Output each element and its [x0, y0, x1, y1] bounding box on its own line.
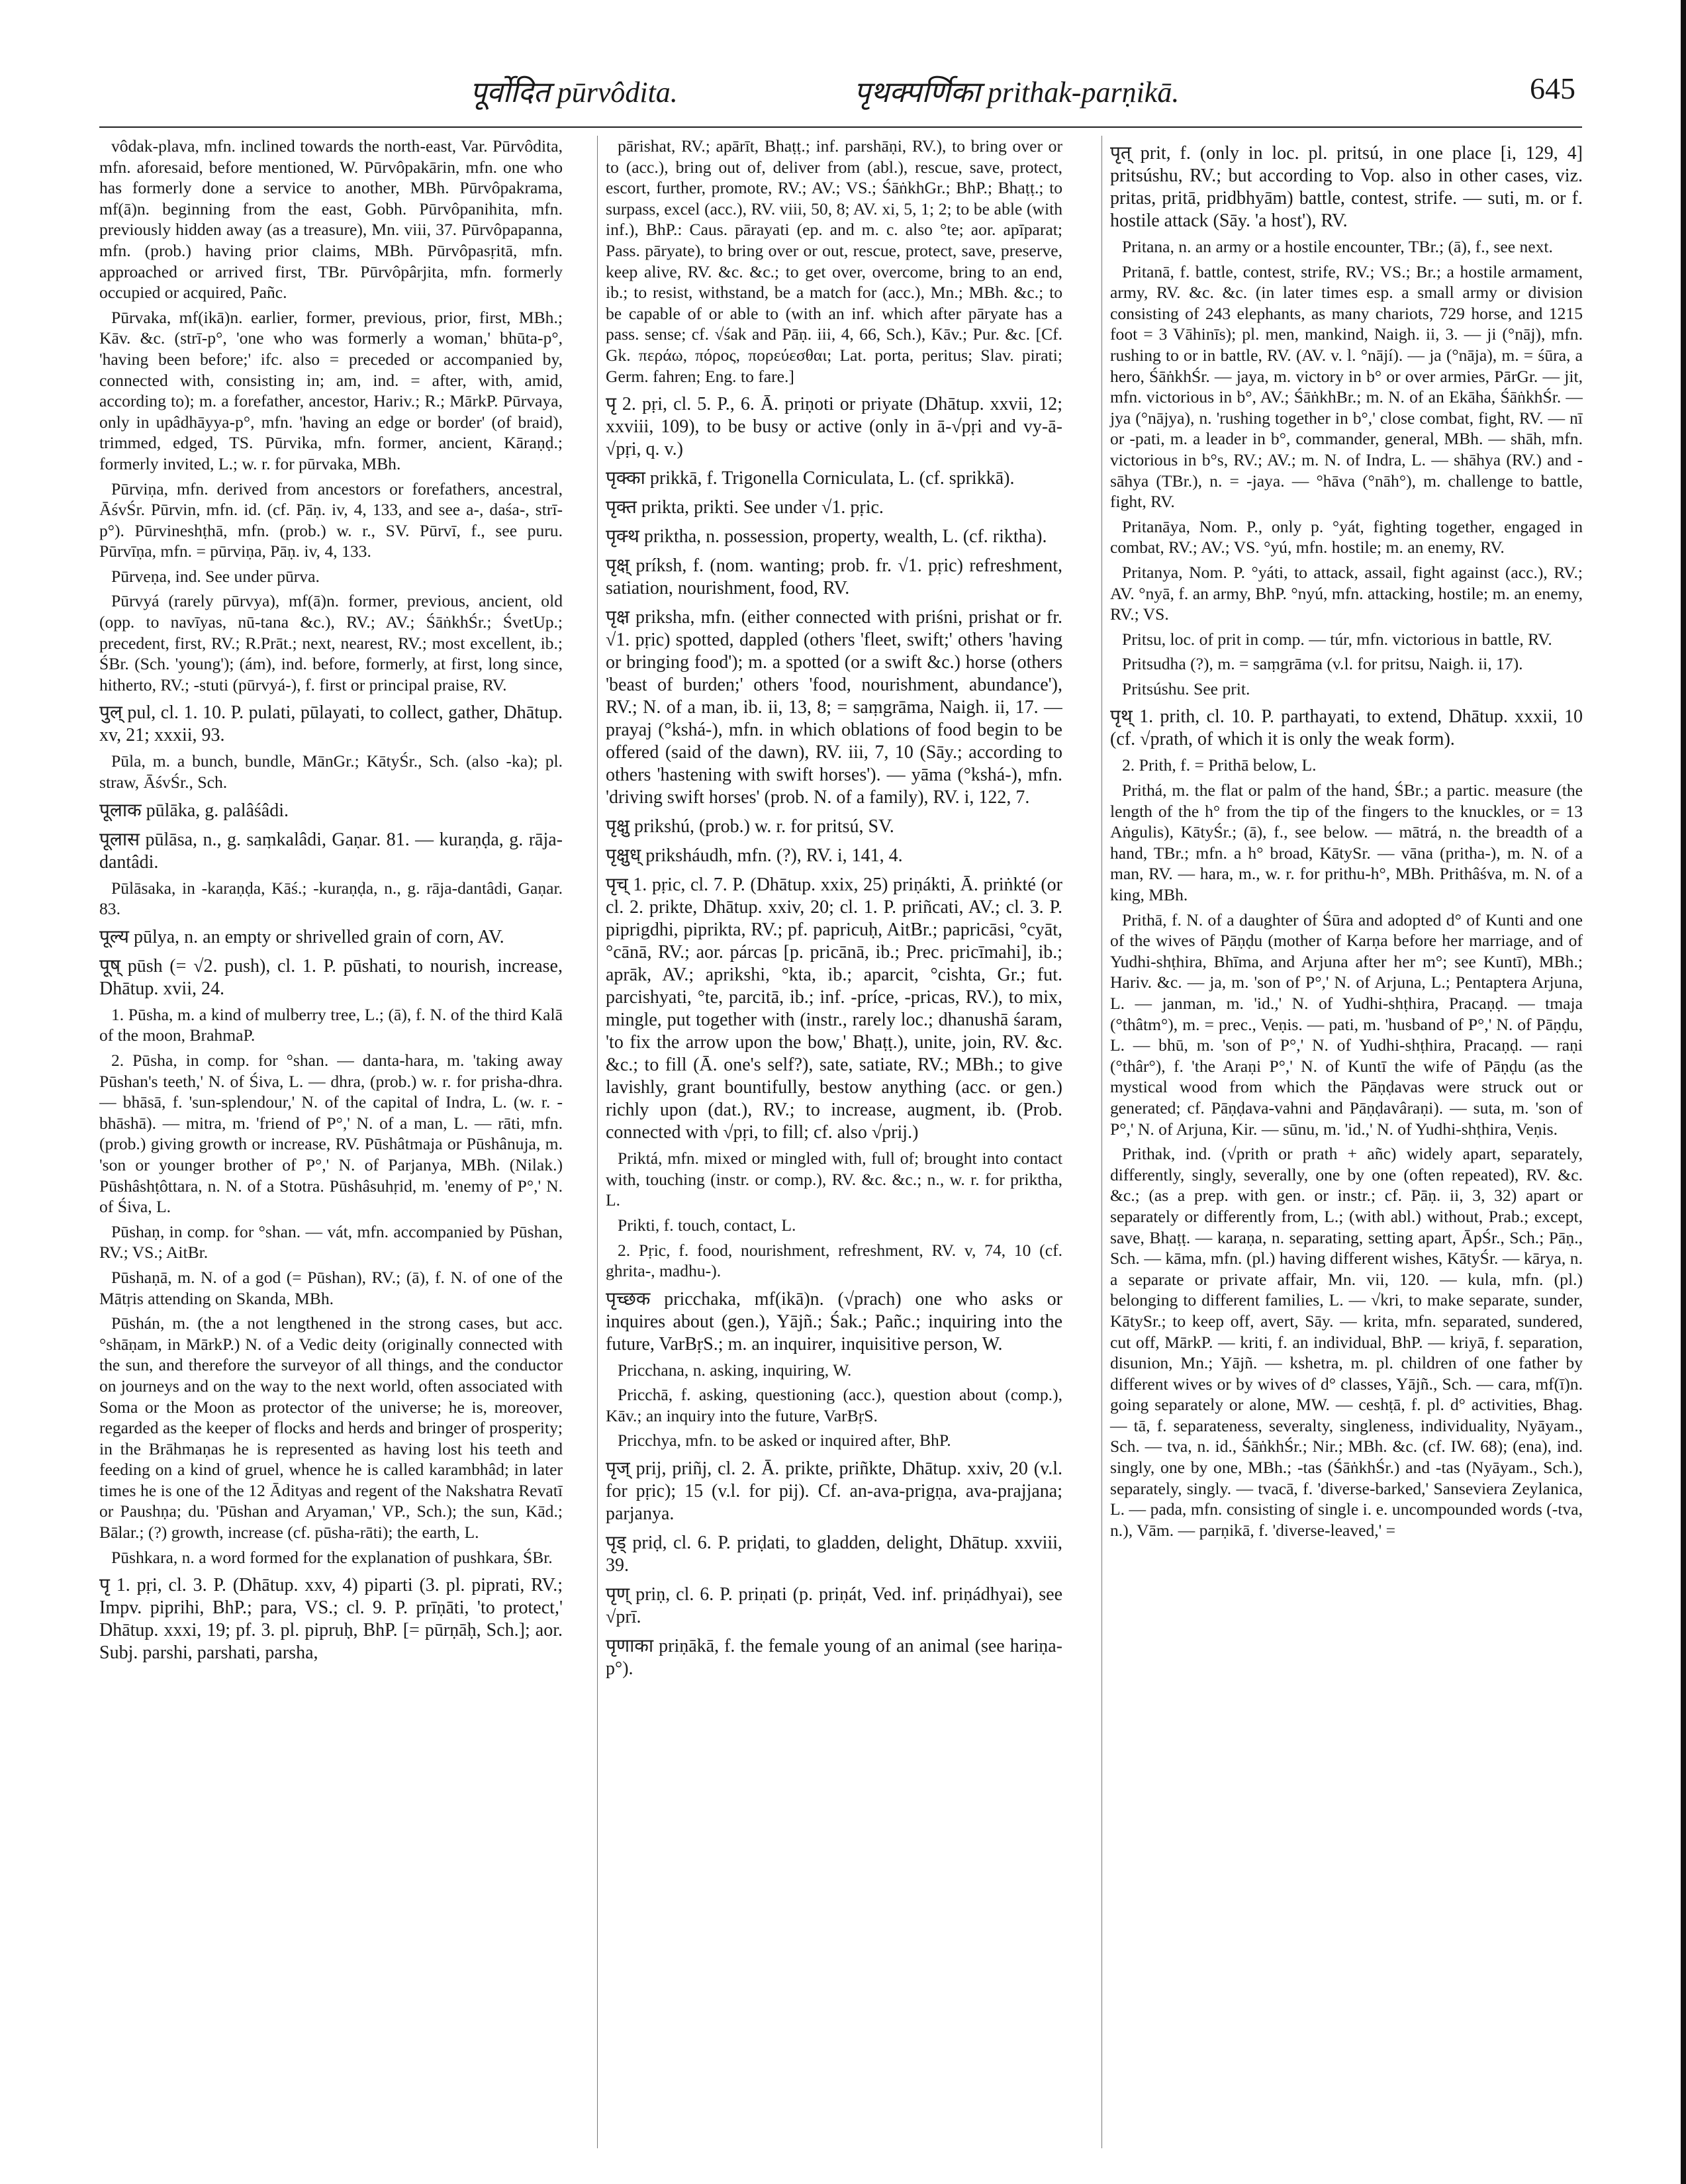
dictionary-entry: पुल् pul, cl. 1. 10. P. pulati, pūlayati, to collect, gather, Dhātup. xv, 21; xxxii, 93.	[99, 702, 563, 746]
column-3	[1101, 136, 1583, 2148]
dictionary-entry: पृथ् 1. prith, cl. 10. P. parthayati, to extend, Dhātup. xxxii, 10 (cf. √prath, of which it is only the weak form).	[1110, 706, 1583, 750]
header-middle-headword: पृथक्पर्णिका prithak-parṇikā.	[854, 76, 1180, 109]
dictionary-entry: पृच् 1. pṛic, cl. 7. P. (Dhātup. xxix, 25) priṇákti, Ā. priṅkté (or cl. 2. prikte, Dhātup. xxiv, 20; cl. 1. P. priñcati, AV.; cl. 3. P. piprigdhi, piprikta, RV.; pf. papricuḥ, AitBr.; papricāsi, °cyāt, °cānā, RV.; aor. párcas [p. pricānā, ib.; Prec. pricīmahi], ib.; aprāk, AV.; aprikshi, °kta, ib.; aparcit, °cishta, Gr.; fut. parcishyati, °te, parcitā, ib.; inf. -príce, -pricas, RV.), to mix, mingle, put together with (instr., rarely loc.; dhanushā śaram, 'to fix the arrow upon the bow,' Bhaṭṭ.), unite, join, RV. &c. &c.; to fill (Ā. one's self?), sate, satiate, RV.; MBh.; to give lavishly, grant bountifully, bestow anything (acc. or gen.) richly upon (dat.), RV.; to increase, augment, ib. (Prob. connected with √pṛi, to fill; cf. also √prij.)	[606, 875, 1062, 1143]
dictionary-entry: पूलास pūlāsa, n., g. saṃkalâdi, Gaṇar. 81. — kuraṇḍa, g. rāja-dantâdi.	[99, 829, 563, 873]
dictionary-entry: Pūshán, m. (the a not lengthened in the strong cases, but acc. °shāṇam, in MārkP.) N. of a Vedic deity (originally connected with the sun, and therefore the surveyor of all things, and the conductor on journeys and on the way to the next world, often associated with Soma or the Moon as protector of the universe; he is, moreover, regarded as the keeper of flocks and herds and bringer of prosperity; in the Brāhmaṇas he is represented as having lost his teeth and feeding on a kind of gruel, whence he is called karambhâd; in later times he is one of the 12 Ādityas and regent of the Nakshatra Revatī or Paushṇa; du. 'Pūshan and Aryaman,' VP., Sch.); the sun, Kād.; Bālar.; (?) growth, increase (cf. pūsha-rāti); the earth, L.	[99, 1313, 563, 1543]
dictionary-entry: Pūrvaka, mf(ikā)n. earlier, former, previous, prior, first, MBh.; Kāv. &c. (strī-p°, 'one who was formerly a woman,' bhūta-p°, 'having been before;' ifc. also = preceded or accompanied by, connected with, consisting in; am, ind. = after, with, amid, according to); m. a forefather, ancestor, Hariv.; R.; MārkP. Pūrvaya, only in upâdhāyya-p°, mfn. 'having an edge or border' (of braid), trimmed, edged, TS. Pūrvika, mfn. former, ancient, Kāraṇḍ.; formerly invited, L.; w. r. for pūrvaka, MBh.	[99, 307, 563, 473]
column-1	[99, 136, 563, 2148]
dictionary-entry: Pricchya, mfn. to be asked or inquired after, BhP.	[618, 1431, 951, 1450]
dictionary-entry: Pritsúshu. See prit.	[1122, 679, 1250, 698]
dictionary-entry: vôdak-plava, mfn. inclined towards the north-east, Var. Pūrvôdita, mfn. aforesaid, before mentioned, W. Pūrvôpakārin, mfn. one who has formerly done a service to another, MBh. Pūrvôpakrama, mf(ā)n. beginning from the east, Gobh. Pūrvôpanihita, mfn. previously hidden away (as a treasure), Mn. viii, 37. Pūrvôpapanna, mfn. (prob.) having prior claims, MBh. Pūrvôpasṛitā, mfn. approached or arrived first, TBr. Pūrvôpârjita, mfn. formerly occupied or acquired, Pañc.	[99, 136, 563, 303]
dictionary-entry: 1. Pūsha, m. a kind of mulberry tree, L.; (ā), f. N. of the third Kalā of the moon, BrahmaP.	[99, 1004, 563, 1045]
dictionary-entry: Pritsudha (?), m. = saṃgrāma (v.l. for pritsu, Naigh. ii, 17).	[1122, 654, 1523, 674]
page-header	[99, 71, 1582, 117]
dictionary-entry: Pūlāsaka, in -karaṇḍa, Kāś.; -kuraṇḍa, n., g. rāja-dantâdi, Gaṇar. 83.	[99, 878, 563, 919]
dictionary-entry: पृण् priṇ, cl. 6. P. priṇati (p. priṇát, Ved. inf. priṇádhyai), see √prī.	[606, 1584, 1062, 1628]
dictionary-entry: Pricchā, f. asking, questioning (acc.), question about (comp.), Kāv.; an inquiry into the future, VarBṛS.	[606, 1385, 1062, 1425]
dictionary-entry: Pritana, n. an army or a hostile encounter, TBr.; (ā), f., see next.	[1122, 237, 1553, 256]
dictionary-entry: Pūshaṇ, in comp. for °shan. — vát, mfn. accompanied by Pūshan, RV.; VS.; AitBr.	[99, 1221, 563, 1262]
dictionary-entry: Prithá, m. the flat or palm of the hand, ŚBr.; a partic. measure (the length of the h° from the tip of the fingers to the knuckles, or = 13 Aṅgulis), KātyŚr.; (ā), f., see below. — mātrá, n. the breadth of a hand, TBr.; mfn. a h° broad, KātySr. — vāna (pritha-), m. N. of a man, RV. — hara, m., w. r. for prithu-h°, MBh. Prithâśva, m. N. of a king, MBh.	[1110, 781, 1583, 905]
dictionary-entry: Pritanāya, Nom. P., only p. °yát, fighting together, engaged in combat, RV.; AV.; VS. °yú, mfn. hostile; m. an enemy, RV.	[1110, 516, 1583, 557]
dictionary-entry: 2. Prith, f. = Prithā below, L.	[1122, 755, 1317, 775]
dictionary-entry: Pritanā, f. battle, contest, strife, RV.; VS.; Br.; a hostile armament, army, RV. &c. &c. (in later times esp. a small army or division consisting of 243 elephants, as many chariots, 729 horse, and 1215 foot = 3 Vāhinīs); pl. men, mankind, Naigh. ii, 3. — ji (°nāj), mfn. rushing to or in battle, RV. (AV. v. l. °nājí). — ja (°nāja), m. = śūra, a hero, ŚāṅkhŚr. — jaya, m. victory in b° or over armies, PārGr. — jit, mfn. victorious in b°, AV.; ŚāṅkhBr.; m. N. of an Ekāha, ŚāṅkhŚr. — jya (°nājya), n. 'rushing together in b°,' close combat, fight, RV. — nī or -pati, m. a leader in b°, commander, general, MBh. — shāh, mfn. victorious in b°s, RV.; AV.; m. N. of Indra, L. — shāhya (RV.) and -sāhya (TBr.), n. = -jaya. — °hāva (°nāh°), m. challenge to battle, fight, RV.	[1110, 261, 1583, 512]
dictionary-entry: पृक्ष priksha, mfn. (either connected with priśni, prishat or fr. √1. pṛic) spotted, dappled (others 'fleet, swift;' others 'having or bringing food'); m. a spotted (or a swift &c.) horse (others 'beast of burden;' others 'food, nourishment, abundance'), RV.; N. of a man, ib. ii, 13, 8; = saṃgrāma, Naigh. ii, 17. — prayaj (°kshá-), mfn. in which oblations of food begin to be offered (said of the dawn), RV. iii, 7, 10 (Sāy.; according to others 'hastening with swift horses'). — yāma (°kshá-), mfn. 'driving swift horses' (prob. N. of a family), RV. i, 122, 7.	[606, 607, 1062, 808]
dictionary-entry: Pūrviṇa, mfn. derived from ancestors or forefathers, ancestral, ĀśvŚr. Pūrvin, mfn. id. (cf. Pāṇ. iv, 4, 133, and see a-, daśa-, strī-p°). Pūrvineshṭhā, mfn. (prob.) w. r., SV. Pūrvī, f., see puru. Pūrvīṇa, mfn. = pūrviṇa, Pāṇ. iv, 4, 133.	[99, 479, 563, 561]
dictionary-entry: Pūshaṇā, m. N. of a god (= Pūshan), RV.; (ā), f. N. of one of the Mātṛis attending on Skanda, MBh.	[99, 1267, 563, 1308]
column-2	[597, 136, 1062, 2148]
dictionary-entry: पृज् prij, priñj, cl. 2. Ā. prikte, priñkte, Dhātup. xxiv, 20 (v.l. for pṛic); 15 (v.l. for pij). Cf. an-ava-prigṇa, ava-prajjana; parjanya.	[606, 1458, 1062, 1525]
dictionary-entry: पृक्थ priktha, n. possession, property, wealth, L. (cf. riktha).	[606, 526, 1047, 547]
dictionary-entry: पृक्ष् príksh, f. (nom. wanting; prob. fr. √1. pṛic) refreshment, satiation, nourishment, food, RV.	[606, 555, 1062, 599]
page-edge-line	[1681, 0, 1686, 2184]
dictionary-entry: Pūla, m. a bunch, bundle, MānGr.; KātyŚr., Sch. (also -ka); pl. straw, ĀśvŚr., Sch.	[99, 751, 563, 792]
dictionary-entry: पृच्छक pricchaka, mf(ikā)n. (√prach) one who asks or inquires about (gen.), Yājñ.; Śak.; Pañc.; inquiring into the future, VarBṛS.; m. an inquirer, inquisitive person, W.	[606, 1288, 1062, 1354]
page-number: 645	[1530, 71, 1575, 105]
dictionary-entry: pārishat, RV.; apārīt, Bhaṭṭ.; inf. parshāṇi, RV.), to bring over or to (acc.), bring out of, deliver from (abl.), rescue, save, protect, escort, further, promote, RV.; AV.; VS.; ŚāṅkhGr.; BhP.; Bhaṭṭ.; to surpass, excel (acc.), RV. viii, 50, 8; AV. xi, 5, 1; 2; to be able (with inf.), BhP.: Caus. pārayati (ep. and m. c. also °te; aor. apīparat; Pass. pāryate), to bring over or out, rescue, protect, save, preserve, keep alive, RV. &c. &c.; to get over, overcome, bring to an end, ib.; to resist, withstand, be a match for (acc.), Mn.; MBh. &c.; to be capable of or able to (with an inf. which after pāryate has a pass. sense; cf. √śak and Pāṇ. iii, 4, 66, Sch.), Kāv.; Pur. &c. [Cf. Gk. περάω, πόρος, πορεύεσθαι; Lat. porta, peritus; Slav. pirati; Germ. fahren; Eng. to fare.]	[606, 136, 1062, 386]
dictionary-entry: पृ 1. pṛi, cl. 3. P. (Dhātup. xxv, 4) piparti (3. pl. piprati, RV.; Impv. piprihi, BhP.; para, VS.; cl. 9. P. prīṇāti, 'to protect,' Dhātup. xxxi, 19; pf. 3. pl. pipruḥ, BhP. [= pūrṇāḥ, Sch.]; aor. Subj. parshi, parshati, parsha,	[99, 1575, 563, 1664]
dictionary-entry: पूल्य pūlya, n. an empty or shrivelled grain of corn, AV.	[99, 926, 504, 947]
dictionary-entry: Pricchana, n. asking, inquiring, W.	[618, 1360, 852, 1380]
dictionary-entry: Pūrvyá (rarely pūrvya), mf(ā)n. former, previous, ancient, old (opp. to navīyas, nū-tana &c.), RV.; AV.; ŚāṅkhŚr.; ŚvetUp.; precedent, first, RV.; R.Prāt.; next, nearest, RV.; most excellent, ib.; ŚBr. (Sch. 'young'); (ám), ind. before, formerly, at first, long since, hitherto, RV.; -stuti (pūrvyá-), f. first or principal praise, RV.	[99, 591, 563, 694]
header-left-headword: पूर्वोदित pūrvôdita.	[470, 76, 678, 109]
dictionary-entry: पृक्षुध् priksháudh, mfn. (?), RV. i, 141, 4.	[606, 845, 903, 867]
dictionary-entry: पृत् prit, f. (only in loc. pl. pritsú, in one place [i, 129, 4] pritsúshu, RV.; but according to Vop. also in other cases, viz. pritas, pritā, pridbhyām) battle, contest, strife. — suti, m. or f. hostile attack (Sāy. 'a host'), RV.	[1110, 143, 1583, 231]
dictionary-entry: Prithak, ind. (√prith or prath + añc) widely apart, separately, differently, singly, severally, one by one (often repeated), RV. &c. &c.; (as a prep. with gen. or instr.; cf. Pāṇ. ii, 3, 32) apart or separately or differently from, L.; (with abl.) without, Prab.; except, save, Bhaṭṭ. — karaṇa, n. separating, setting apart, ĀpŚr., Sch.; Pāṇ., Sch. — kāma, mfn. (pl.) having different wishes, KātyŚr. — kārya, n. a separate or private affair, Mn. vii, 120. — kula, mfn. (pl.) belonging to different families, L. — √kri, to make separate, sunder, KātySr.; to keep off, avert, Sāy. — krita, mfn. separated, sundered, cut off, MārkP. — kriti, f. an individual, BhP. — kriyā, f. separation, disunion, Mn.; Yājñ. — kshetra, m. pl. children of one father by different wives or by wives of d° classes, Yājñ., Sch. — cara, mf(ī)n. going separately or alone, MW. — ceshṭā, f. pl. d° activities, Bhag. — tā, f. separateness, severalty, singleness, individuality, Nyāyam., Sch. — tva, n. id., ŚāṅkhŚr.; Nir.; MBh. &c. (cf. IW. 68); (ena), ind. singly, one by one, MBh.; -tas (ŚāṅkhŚr.) and -tas (Nyāyam., Sch.), separately, singly. — tvacā, f. 'diverse-barked,' Sanseviera Zeylanica, L. — pada, mfn. consisting of single i. e. uncompounded words (-tva, n.), Vām. — parṇikā, f. 'diverse-leaved,' =	[1110, 1144, 1583, 1540]
dictionary-entry: 2. Pṛic, f. food, nourishment, refreshment, RV. v, 74, 10 (cf. ghrita-, madhu-).	[606, 1240, 1062, 1281]
dictionary-page	[99, 63, 1582, 2155]
dictionary-entry: पृक्का prikkā, f. Trigonella Corniculata, L. (cf. sprikkā).	[606, 468, 1015, 489]
dictionary-entry: पृणाका priṇākā, f. the female young of an animal (see hariṇa-p°).	[606, 1636, 1062, 1680]
dictionary-entry: पृ 2. pṛi, cl. 5. P., 6. Ā. priṇoti or priyate (Dhātup. xxvii, 12; xxviii, 109), to be busy or active (only in ā-√pṛi and vy-ā-√pṛi, q. v.)	[606, 394, 1062, 460]
dictionary-entry: Pūshkara, n. a word formed for the explanation of pushkara, ŚBr.	[111, 1547, 553, 1567]
dictionary-entry: Prithā, f. N. of a daughter of Śūra and adopted d° of Kunti and one of the wives of Pāṇḍu (mother of Karṇa before her marriage, and of Yudhi-shṭhira, Bhīma, and Arjuna after her m°; see Kuntī), MBh.; Hariv. &c. — ja, m. 'son of P°,' N. of Arjuna, L.; Pentaptera Arjuna, L. — janman, m. 'id.,' N. of Yudhi-shṭhira, Pracaṇḍ. — tmaja (°thâtm°), m. = prec., Veṇis. — pati, m. 'husband of P°,' N. of Pāṇḍu, L. — bhū, m. 'son of P°,' N. of Yudhi-shṭhira, Pracaṇḍ. — raṇi (°thâr°), f. 'the Araṇi P°,' N. of Kuntī the wife of Pāṇḍu (as the mystical wood from which the Pāṇḍavas were struck out or generated; cf. Pāṇḍava-vahni and Pāṇḍavâraṇi). — suta, m. 'son of P°,' N. of Arjuna, Kir. — sūnu, m. 'id.,' N. of Yudhi-shṭhira, Veṇis.	[1110, 910, 1583, 1139]
dictionary-entry: पृक्त prikta, prikti. See under √1. pṛic.	[606, 497, 884, 518]
dictionary-entry: Pritsu, loc. of prit in comp. — túr, mfn. victorious in battle, RV.	[1122, 629, 1552, 649]
dictionary-entry: पृड् priḍ, cl. 6. P. priḍati, to gladden, delight, Dhātup. xxviii, 39.	[606, 1533, 1062, 1576]
dictionary-entry: Pūrveṇa, ind. See under pūrva.	[111, 566, 320, 586]
dictionary-entry: Prikti, f. touch, contact, L.	[618, 1215, 796, 1235]
dictionary-entry: 2. Pūsha, in comp. for °shan. — danta-hara, m. 'taking away Pūshan's teeth,' N. of Śiva, L. — dhra, (prob.) w. r. for prisha-dhra. — bhāsā, f. 'sun-splendour,' N. of the capital of Indra, L. (w. r. -bhāshā). — mitra, m. 'friend of P°,' N. of a man, L. — rāti, mfn. (prob.) giving growth or increase, RV. Pūshâtmaja or Pūshânuja, m. 'son or younger brother of P°,' N. of Parjanya, MBh. (Nilak.) Pūshâshṭôttara, n. N. of a Stotra. Pūshâsuhṛid, m. 'enemy of P°,' N. of Śiva, L.	[99, 1051, 563, 1217]
dictionary-entry: Pritanya, Nom. P. °yáti, to attack, assail, fight against (acc.), RV.; AV. °nyā, f. an army, BhP. °nyú, mfn. attacking, hostile; m. an enemy, RV.; VS.	[1110, 562, 1583, 624]
dictionary-entry: Priktá, mfn. mixed or mingled with, full of; brought into contact with, touching (instr. or comp.), RV. &c. &c.; n., w. r. for priktha, L.	[606, 1149, 1062, 1210]
dictionary-entry: पूष् pūsh (= √2. push), cl. 1. P. pūshati, to nourish, increase, Dhātup. xvii, 24.	[99, 955, 563, 999]
dictionary-entry: पृक्षु prikshú, (prob.) w. r. for pritsú, SV.	[606, 816, 894, 837]
header-rule	[99, 126, 1582, 128]
dictionary-entry: पूलाक pūlāka, g. palâśâdi.	[99, 800, 289, 821]
